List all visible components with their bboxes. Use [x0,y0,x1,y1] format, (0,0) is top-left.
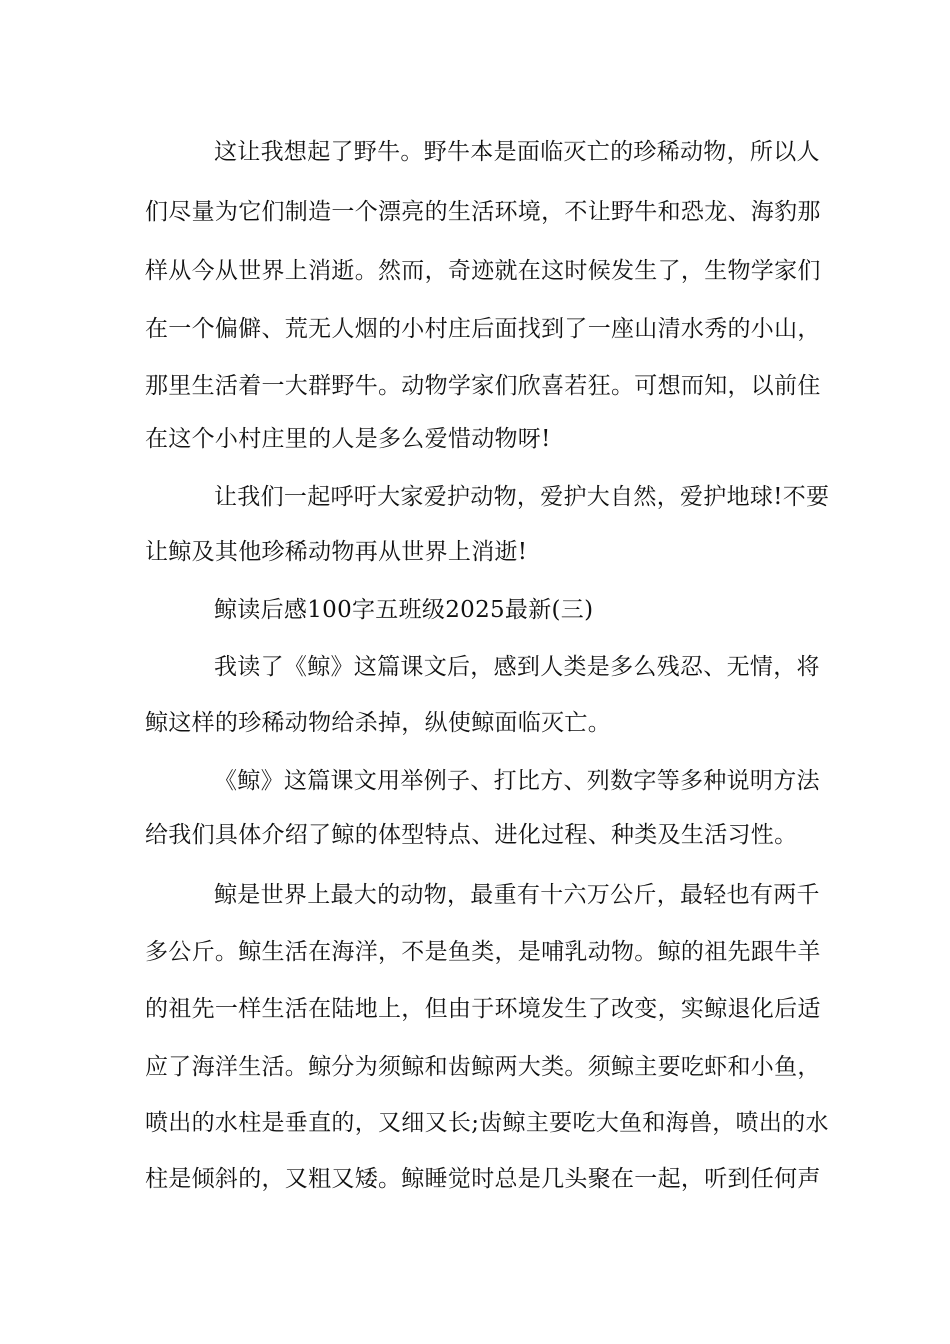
paragraph-line: 让鲸及其他珍稀动物再从世界上消逝! [145,539,528,565]
paragraph-line: 柱是倾斜的，又粗又矮。鲸睡觉时总是几头聚在一起，听到任何声 [145,1166,821,1192]
paragraph-line: 鲸这样的珍稀动物给杀掉，纵使鲸面临灭亡。 [145,710,611,736]
paragraph-line: 应了海洋生活。鲸分为须鲸和齿鲸两大类。须鲸主要吃虾和小鱼， [145,1054,821,1080]
paragraph-line: 给我们具体介绍了鲸的体型特点、进化过程、种类及生活习性。 [145,822,798,848]
paragraph-line: 的祖先一样生活在陆地上，但由于环境发生了改变，实鲸退化后适 [145,996,821,1022]
paragraph-line: 喷出的水柱是垂直的，又细又长;齿鲸主要吃大鱼和海兽，喷出的水 [145,1110,829,1136]
paragraph-line: 样从今从世界上消逝。然而，奇迹就在这时候发生了，生物学家们 [145,258,821,284]
paragraph-line: 那里生活着一大群野牛。动物学家们欣喜若狂。可想而知，以前住 [145,373,821,399]
paragraph-line: 在这个小村庄里的人是多么爱惜动物呀! [145,426,551,452]
paragraph-line: 《鲸》这篇课文用举例子、打比方、列数字等多种说明方法 [214,768,820,794]
paragraph-line: 在一个偏僻、荒无人烟的小村庄后面找到了一座山清水秀的小山， [145,316,821,342]
section-heading: 鲸读后感100字五班级2025最新(三) [214,597,594,623]
paragraph-line: 多公斤。鲸生活在海洋，不是鱼类，是哺乳动物。鲸的祖先跟牛羊 [145,939,821,965]
paragraph-line: 们尽量为它们制造一个漂亮的生活环境，不让野牛和恐龙、海豹那 [145,199,821,225]
paragraph-line: 让我们一起呼吁大家爱护动物，爱护大自然，爱护地球!不要 [214,484,830,510]
paragraph-line: 我读了《鲸》这篇课文后，感到人类是多么残忍、无情，将 [214,654,820,680]
paragraph-line: 鲸是世界上最大的动物，最重有十六万公斤，最轻也有两千 [214,882,820,908]
paragraph-line: 这让我想起了野牛。野牛本是面临灭亡的珍稀动物，所以人 [214,139,820,165]
